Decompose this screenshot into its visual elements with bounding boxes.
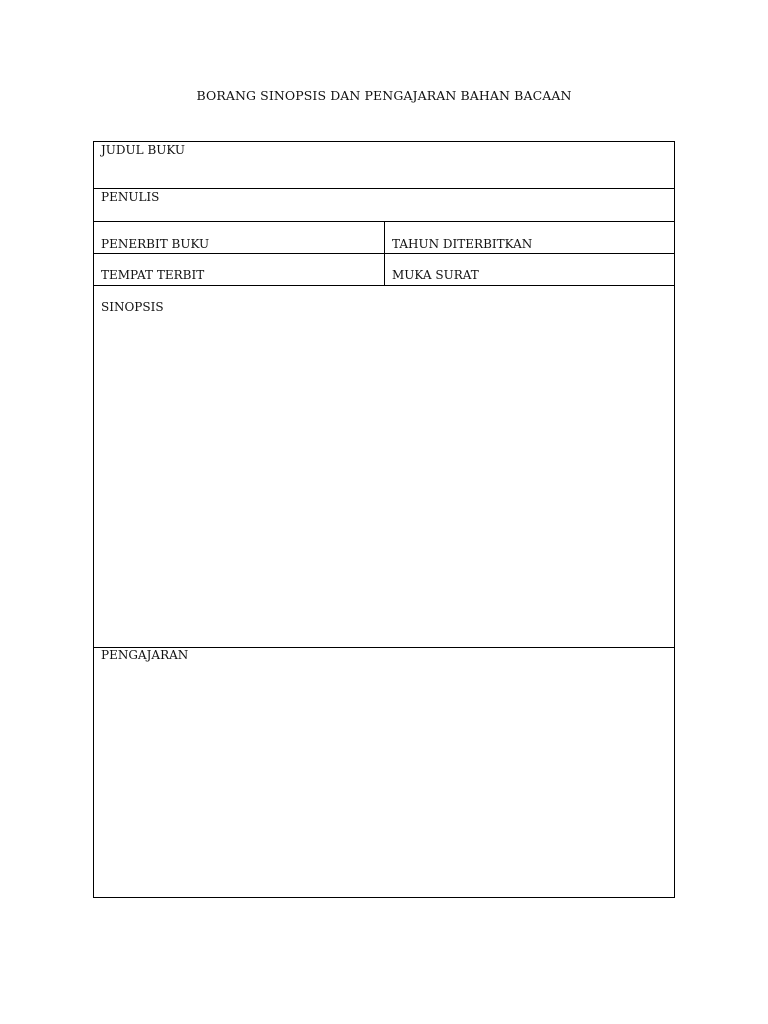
row-penulis[interactable] <box>94 189 674 222</box>
row-penerbit-tahun <box>94 222 674 254</box>
cell-tahun-diterbitkan[interactable] <box>385 222 674 253</box>
label-penerbit-buku: PENERBIT BUKU <box>101 237 210 251</box>
cell-muka-surat[interactable] <box>385 254 674 285</box>
label-penulis: PENULIS <box>101 190 160 204</box>
label-sinopsis: SINOPSIS <box>101 300 164 314</box>
row-pengajaran[interactable] <box>94 648 674 897</box>
row-judul-buku[interactable] <box>94 142 674 189</box>
label-tempat-terbit: TEMPAT TERBIT <box>101 268 205 282</box>
label-pengajaran: PENGAJARAN <box>101 648 189 662</box>
label-judul-buku: JUDUL BUKU <box>101 143 186 157</box>
reading-form-table <box>93 141 675 898</box>
row-tempat-muka <box>94 254 674 286</box>
row-sinopsis[interactable] <box>94 286 674 648</box>
page-title: BORANG SINOPSIS DAN PENGAJARAN BAHAN BACAAN <box>196 88 572 103</box>
label-tahun-diterbitkan: TAHUN DITERBITKAN <box>392 237 533 251</box>
cell-tempat-terbit[interactable] <box>94 254 385 285</box>
cell-penerbit-buku[interactable] <box>94 222 385 253</box>
label-muka-surat: MUKA SURAT <box>392 268 479 282</box>
